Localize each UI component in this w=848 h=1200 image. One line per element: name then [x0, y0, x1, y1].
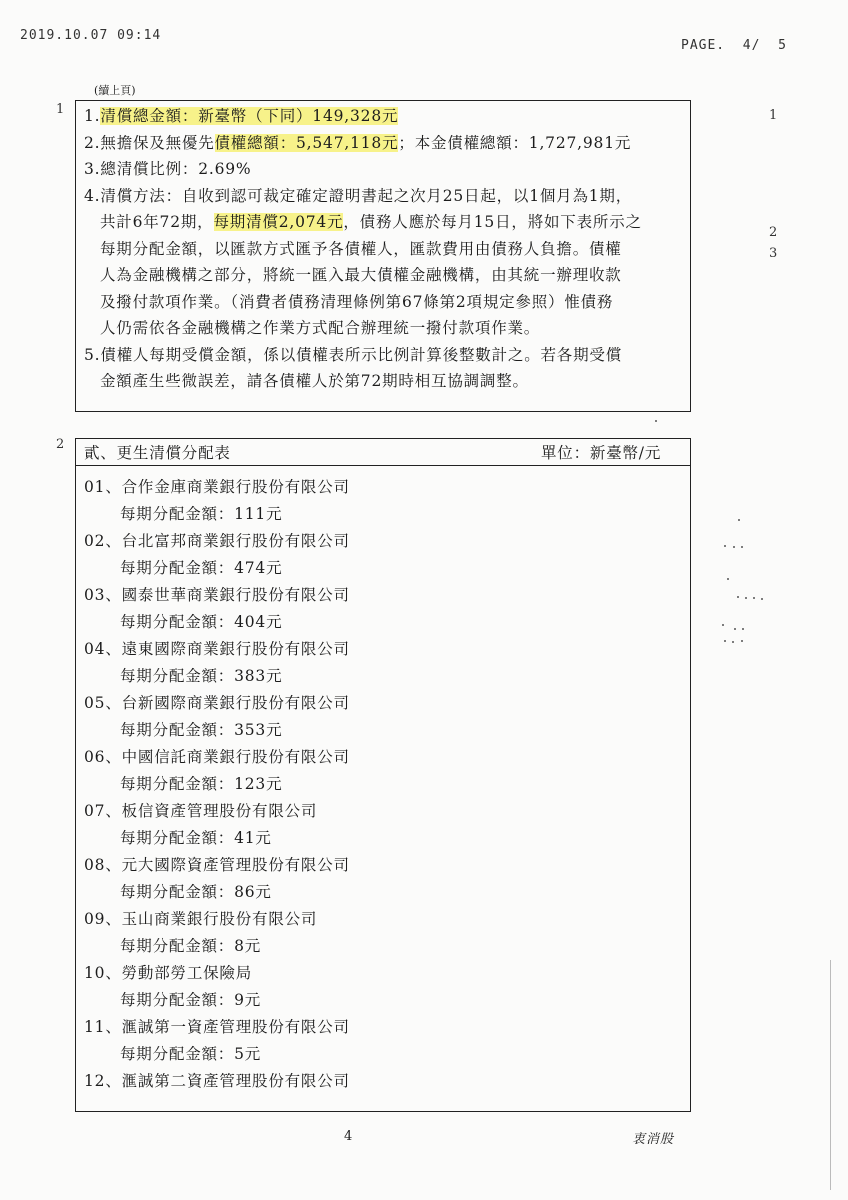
creditor-monthly-amount: 每期分配金額：353元 [120, 721, 283, 739]
creditor-monthly-amount: 每期分配金額：474元 [120, 559, 283, 577]
total-claims-amount: 債權總額：5,547,118元 [214, 133, 399, 152]
creditor-monthly-amount: 每期分配金額：123元 [120, 775, 283, 793]
division-stamp: 衷消股 [632, 1132, 675, 1147]
table-unit: 單位：新臺幣/元 [541, 444, 662, 462]
fax-datetime: 2019.10.07 09:14 [20, 28, 162, 43]
table-title: 貳、更生清償分配表 [84, 444, 231, 462]
continued-label: (續上頁) [94, 84, 136, 97]
line-number: 3 [769, 246, 778, 261]
creditor-name: 01、合作金庫商業銀行股份有限公司 [84, 478, 350, 496]
creditor-monthly-amount: 每期分配金額：9元 [120, 991, 262, 1009]
creditor-name: 05、台新國際商業銀行股份有限公司 [84, 694, 350, 712]
line-number: 2 [56, 437, 65, 452]
scan-edge-line [830, 960, 831, 1190]
creditor-monthly-amount: 每期分配金額：111元 [120, 505, 283, 523]
term-item-1-prefix: 1. [84, 107, 101, 125]
term-item-4-line-2b: ，債務人應於每月15日，將如下表所示之 [343, 213, 642, 231]
term-item-2 [84, 130, 642, 157]
creditor-monthly-amount: 每期分配金額：404元 [120, 613, 283, 631]
term-item-4-line-4: 人為金融機構之部分，將統一匯入最大債權金融機構，由其統一辦理收款 [100, 266, 622, 284]
creditor-name: 12、滙誠第二資產管理股份有限公司 [84, 1072, 350, 1090]
creditor-name: 03、國泰世華商業銀行股份有限公司 [84, 586, 350, 604]
creditor-name: 10、勞動部勞工保險局 [84, 964, 253, 982]
term-item-4-line-6: 人仍需依各金融機構之作業方式配合辦理統一撥付款項作業。 [100, 319, 541, 337]
total-repayment-amount: 清償總金額：新臺幣（下同）149,328元 [100, 107, 399, 125]
creditor-name: 06、中國信託商業銀行股份有限公司 [84, 748, 350, 766]
term-item-5-line-2: 金額產生些微誤差，請各債權人於第72期時相互協調調整。 [100, 372, 529, 390]
creditor-name: 07、板信資產管理股份有限公司 [84, 802, 318, 820]
term-item-3: 3.總清償比例：2.69% [84, 160, 252, 178]
creditor-monthly-amount: 每期分配金額：383元 [120, 667, 283, 685]
table-header-divider [75, 465, 691, 466]
creditor-monthly-amount: 每期分配金額：86元 [120, 883, 272, 901]
term-item-4-line-3: 每期分配金額，以匯款方式匯予各債權人，匯款費用由債務人負擔。債權 [100, 239, 622, 258]
line-number: 1 [56, 102, 65, 117]
creditor-name: 04、遠東國際商業銀行股份有限公司 [84, 640, 350, 658]
creditor-name: 11、滙誠第一資產管理股份有限公司 [84, 1018, 350, 1036]
term-item-4-line-5: 及撥付款項作業。（消費者債務清理條例第67條第2項規定參照）惟債務 [100, 292, 614, 311]
creditor-name: 09、玉山商業銀行股份有限公司 [84, 910, 318, 928]
fax-page-indicator: PAGE. 4/ 5 [681, 38, 787, 53]
term-item-4-line-2a: 共計6年72期， [100, 213, 214, 231]
line-number: 2 [769, 225, 778, 240]
creditor-name: 08、元大國際資產管理股份有限公司 [84, 856, 350, 874]
page-number: 4 [344, 1129, 353, 1144]
term-item-1 [84, 103, 642, 130]
term-item-5-line-1: 5.債權人每期受償金額，係以債權表所示比例計算後整數計之。若各期受償 [84, 345, 622, 364]
creditor-monthly-amount: 每期分配金額：8元 [120, 937, 262, 955]
monthly-payment: 每期清償2,074元 [213, 213, 344, 231]
repayment-terms [84, 103, 642, 395]
creditor-monthly-amount: 每期分配金額：5元 [120, 1045, 262, 1063]
term-item-2-prefix: 2.無擔保及無優先 [84, 133, 215, 152]
creditor-monthly-amount: 每期分配金額：41元 [120, 829, 272, 847]
principal-claims-amount: ；本金債權總額：1,727,981元 [398, 133, 632, 152]
term-item-4-line-1: 4.清償方法：自收到認可裁定確定證明書起之次月25日起，以1個月為1期， [84, 186, 633, 205]
term-item-4-line-2 [84, 209, 642, 236]
line-number: 1 [769, 108, 778, 123]
creditor-name: 02、台北富邦商業銀行股份有限公司 [84, 532, 350, 550]
